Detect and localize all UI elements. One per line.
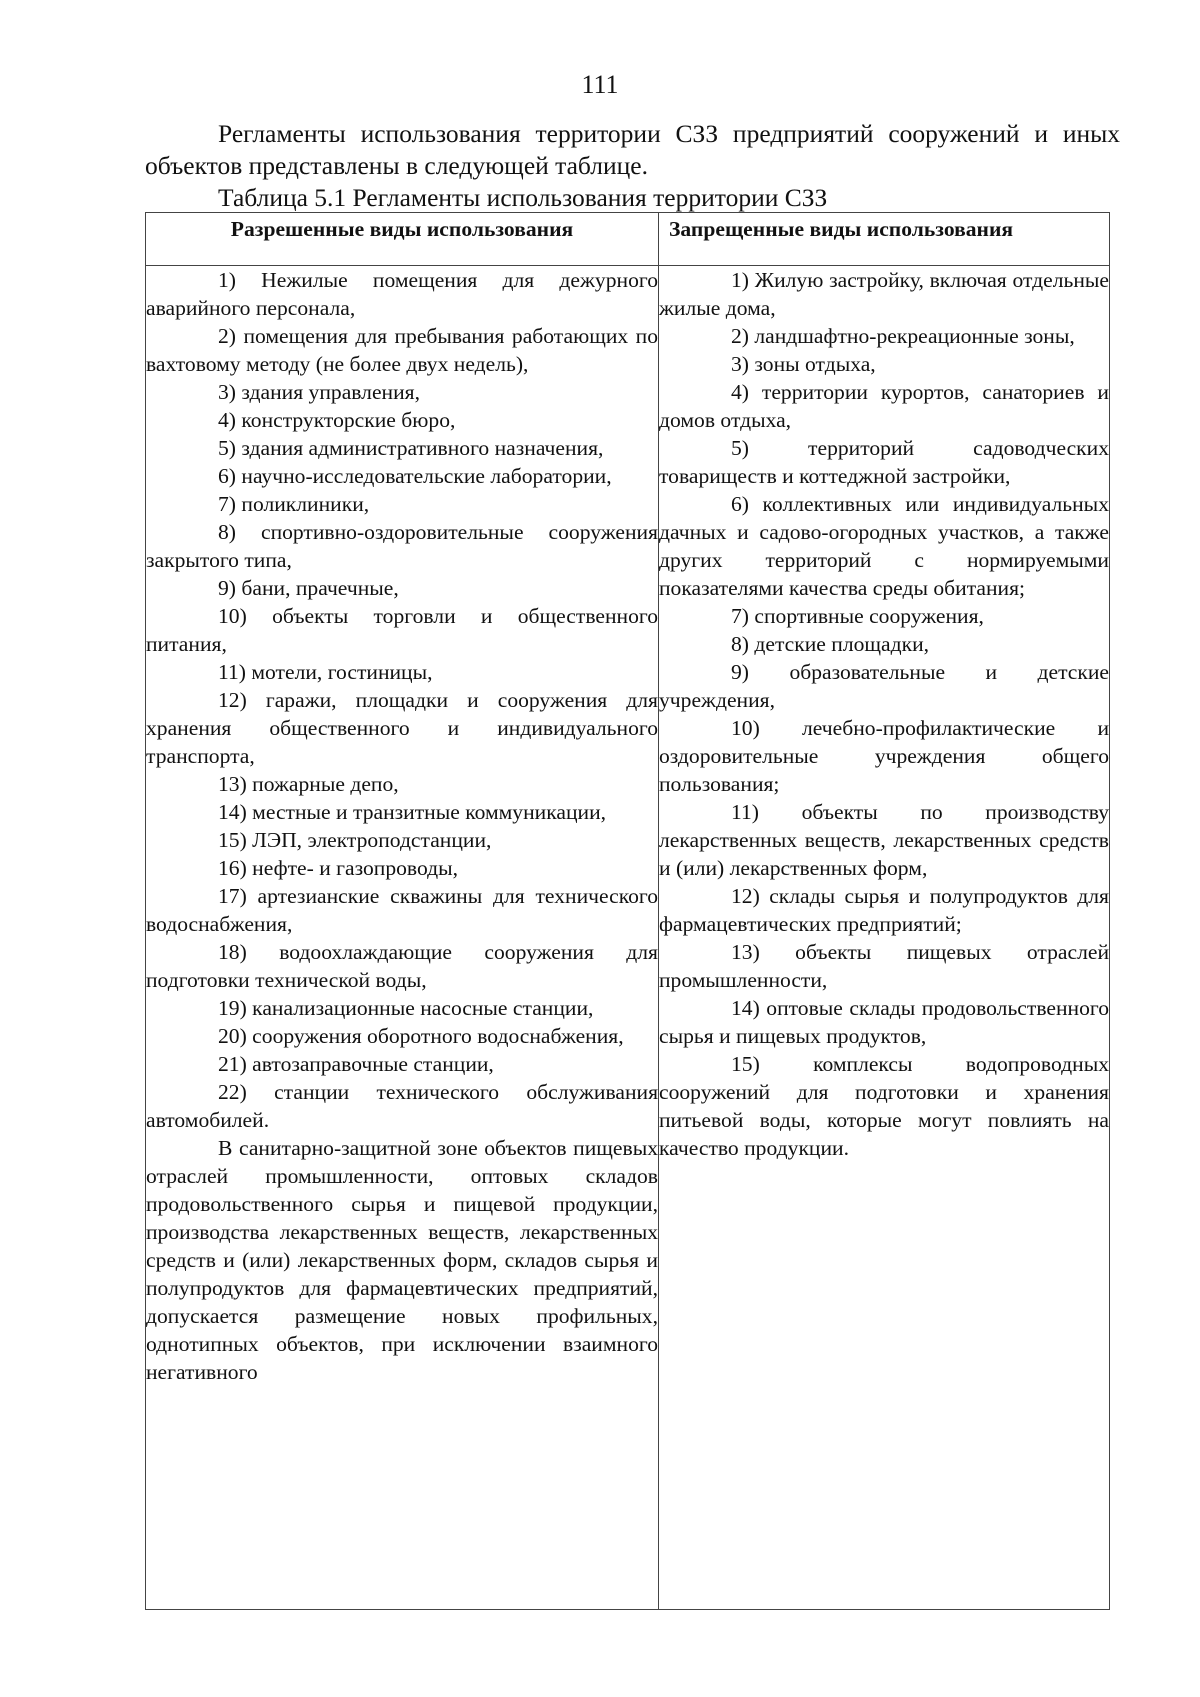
prohibited-item: 2) ландшафтно-рекреационные зоны,: [731, 324, 1075, 348]
prohibited-item: 7) спортивные сооружения,: [731, 604, 984, 628]
table-caption: Таблица 5.1 Регламенты использования территории СЗЗ: [218, 183, 828, 212]
allowed-item: 19) канализационные насосные станции,: [218, 996, 594, 1020]
allowed-item: 8) спортивно-оздоровительные сооружения закрытого типа,: [146, 520, 658, 572]
allowed-item: 9) бани, прачечные,: [218, 576, 399, 600]
allowed-note-paragraph: В санитарно-защитной зоне объектов пищевых отраслей промышленности, оптовых складов продовольственного сырья и пищевой продукции, производства лекарственных веществ, лекарственных средств и (или) лекарственных форм, складов сырья и полупродуктов для фармацевтических предприятий, допускается размещение новых профильных, однотипных объектов, при исключении взаимного негативного: [146, 1136, 658, 1384]
prohibited-item: 10) лечебно-профилактические и оздоровительные учреждения общего пользования;: [659, 716, 1109, 796]
allowed-item: 14) местные и транзитные коммуникации,: [218, 800, 607, 824]
intro-paragraph: Регламенты использования территории СЗЗ предприятий сооружений и иных объектов представлены в следующей таблице.: [145, 119, 1120, 180]
page-number: 111: [581, 70, 619, 99]
prohibited-item: 12) склады сырья и полупродуктов для фармацевтических предприятий;: [659, 884, 1109, 936]
regulations-table: [145, 212, 1110, 1610]
prohibited-item: 5) территорий садоводческих товариществ и коттеджной застройки,: [659, 436, 1109, 488]
prohibited-item: 8) детские площадки,: [731, 632, 930, 656]
allowed-item: 20) сооружения оборотного водоснабжения,: [218, 1024, 624, 1048]
allowed-item: 21) автозаправочные станции,: [218, 1052, 494, 1076]
table-body-row: [146, 266, 1110, 1610]
prohibited-item: 9) образовательные и детские учреждения,: [659, 660, 1109, 712]
allowed-item: 13) пожарные депо,: [218, 772, 399, 796]
allowed-item: 11) мотели, гостиницы,: [218, 660, 433, 684]
prohibited-item: 13) объекты пищевых отраслей промышленности,: [659, 940, 1109, 992]
prohibited-item: 11) объекты по производству лекарственных веществ, лекарственных средств и (или) лекарственных форм,: [659, 800, 1109, 880]
allowed-item: 6) научно-исследовательские лаборатории,: [218, 464, 612, 488]
allowed-item: 3) здания управления,: [218, 380, 420, 404]
allowed-item: 17) артезианские скважины для технического водоснабжения,: [146, 884, 658, 936]
prohibited-item: 1) Жилую застройку, включая отдельные жилые дома,: [659, 268, 1109, 320]
prohibited-item: 3) зоны отдыха,: [731, 352, 876, 376]
allowed-item: 4) конструкторские бюро,: [218, 408, 456, 432]
allowed-item: 15) ЛЭП, электроподстанции,: [218, 828, 492, 852]
prohibited-item: 14) оптовые склады продовольственного сырья и пищевых продуктов,: [659, 996, 1109, 1048]
header-allowed: Разрешенные виды использования: [146, 213, 659, 266]
allowed-item: 7) поликлиники,: [218, 492, 370, 516]
allowed-item: 2) помещения для пребывания работающих по вахтовому методу (не более двух недель),: [146, 324, 658, 376]
prohibited-item: 4) территории курортов, санаториев и домов отдыха,: [659, 380, 1109, 432]
table-header-row: [146, 213, 1110, 266]
allowed-item: 18) водоохлаждающие сооружения для подготовки технической воды,: [146, 940, 658, 992]
allowed-item: 16) нефте- и газопроводы,: [218, 856, 459, 880]
prohibited-item: 15) комплексы водопроводных сооружений для подготовки и хранения питьевой воды, которые могут повлиять на качество продукции.: [659, 1052, 1109, 1160]
prohibited-uses-cell: [659, 266, 1110, 1610]
allowed-item: 5) здания административного назначения,: [218, 436, 604, 460]
header-prohibited: Запрещенные виды использования: [659, 213, 1110, 266]
allowed-item: 10) объекты торговли и общественного питания,: [146, 604, 658, 656]
allowed-item: 1) Нежилые помещения для дежурного аварийного персонала,: [146, 268, 658, 320]
allowed-item: 12) гаражи, площадки и сооружения для хранения общественного и индивидуального транспорта,: [146, 688, 658, 768]
allowed-uses-cell: [146, 266, 659, 1610]
allowed-item: 22) станции технического обслуживания автомобилей.: [146, 1080, 658, 1132]
prohibited-item: 6) коллективных или индивидуальных дачных и садово-огородных участков, а также других территорий с нормируемыми показателями качества среды обитания;: [659, 492, 1109, 600]
